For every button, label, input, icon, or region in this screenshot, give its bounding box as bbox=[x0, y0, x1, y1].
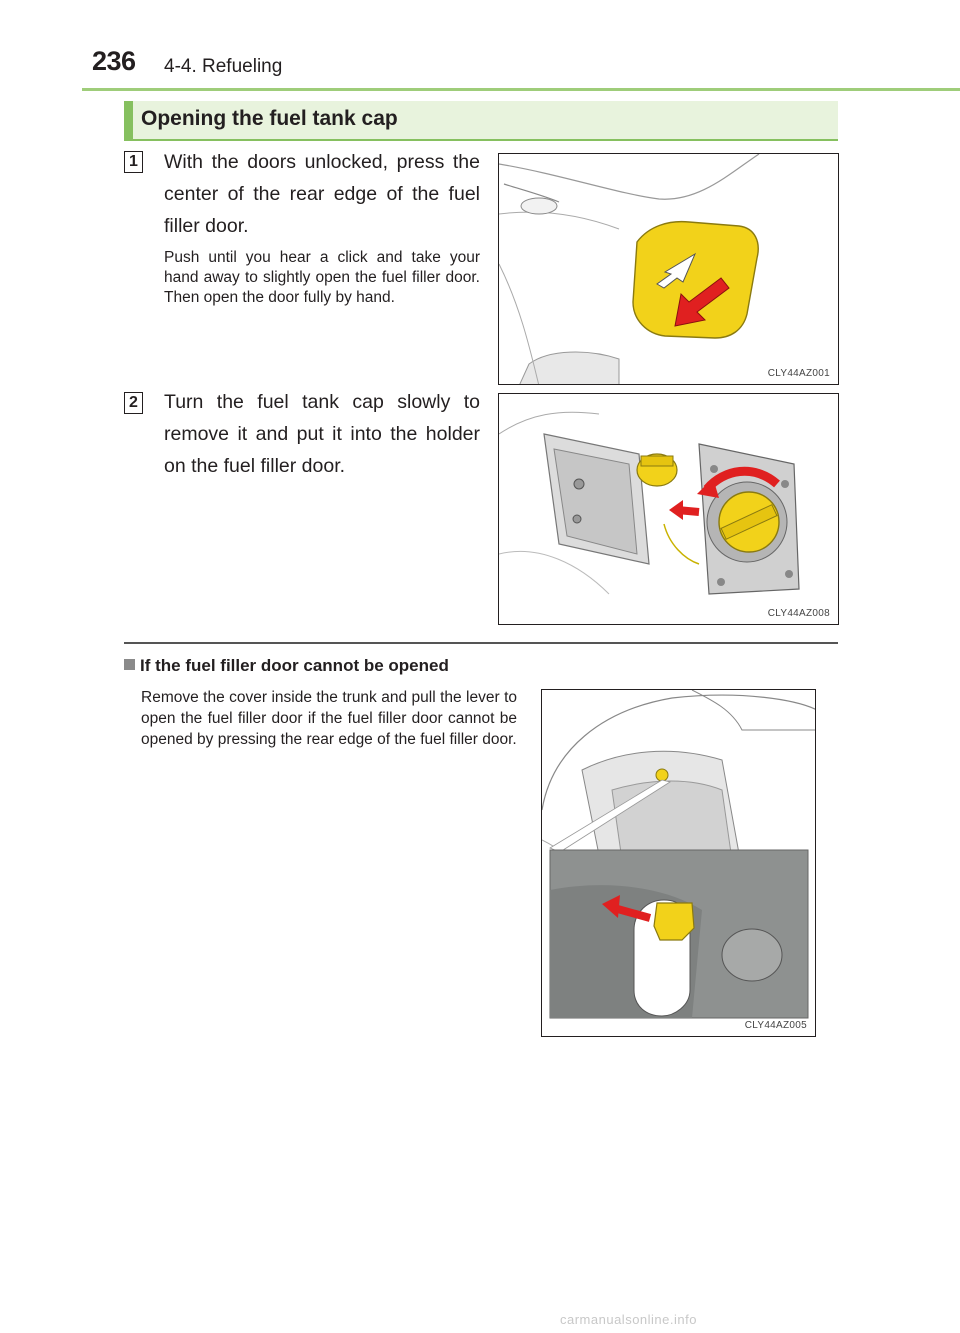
divider-rule bbox=[124, 642, 838, 644]
header-rule bbox=[82, 88, 960, 91]
step-2-text: Turn the fuel tank cap slowly to remove it and put it into the holder on the fuel filler door. bbox=[164, 391, 480, 477]
section-title: Opening the fuel tank cap bbox=[141, 107, 398, 130]
step-2-figure bbox=[498, 393, 839, 625]
trunk-figure bbox=[541, 689, 816, 1037]
step-1-note: Push until you hear a click and take your hand away to slightly open the fuel filler door. Then open the door fully by hand. bbox=[164, 249, 480, 306]
fuel-cap-illustration bbox=[499, 394, 839, 625]
fuel-door-illustration bbox=[499, 154, 839, 385]
page-number: 236 bbox=[92, 46, 136, 76]
subsection-title: If the fuel filler door cannot be opened bbox=[140, 656, 449, 675]
step-1-figure-code: CLY44AZ001 bbox=[767, 368, 830, 379]
step-2-figure-code: CLY44AZ008 bbox=[767, 608, 830, 619]
trunk-figure-code: CLY44AZ005 bbox=[744, 1020, 807, 1031]
step-2-badge: 2 bbox=[124, 392, 143, 414]
step-1-badge: 1 bbox=[124, 151, 143, 173]
step-1-text: With the doors unlocked, press the center of the rear edge of the fuel filler door. bbox=[164, 151, 480, 237]
site-watermark: carmanualsonline.info bbox=[560, 1312, 697, 1327]
section-label: 4-4. Refueling bbox=[164, 56, 283, 77]
square-bullet-icon bbox=[124, 659, 135, 670]
trunk-lever-illustration bbox=[542, 690, 816, 1037]
subsection-heading bbox=[124, 656, 449, 676]
section-title-bar bbox=[124, 101, 838, 139]
subsection-text: Remove the cover inside the trunk and pull the lever to open the fuel filler door if the fuel filler door cannot be opened by pressing the rear edge of the fuel filler door. bbox=[141, 689, 517, 748]
step-1-figure bbox=[498, 153, 839, 385]
section-title-underline bbox=[124, 139, 838, 141]
